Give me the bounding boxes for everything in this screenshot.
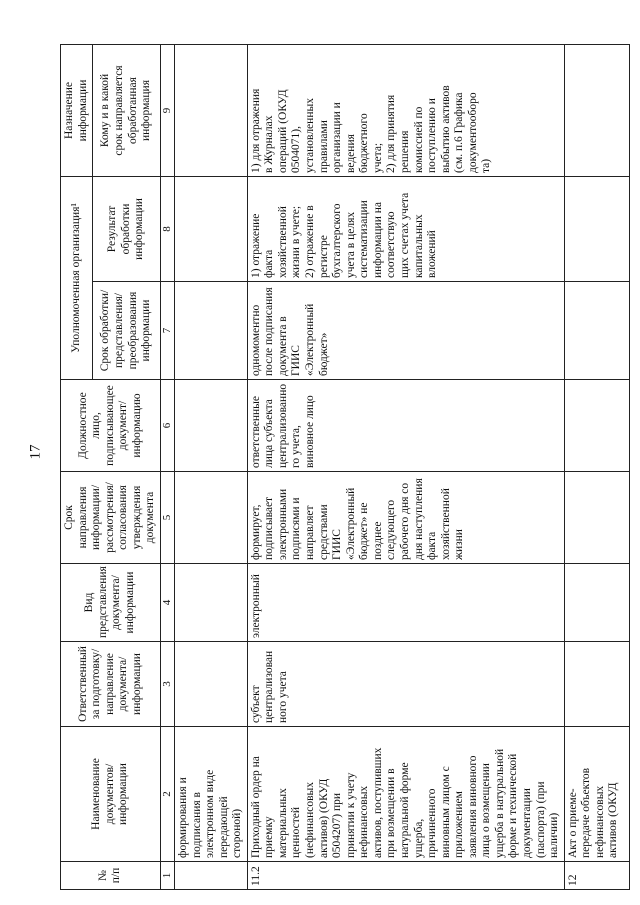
header-authorized-organization: Уполномоченная организация¹ [61, 176, 93, 379]
header-signer: Должностное лицо, подписывающее документ/ информацию [61, 380, 161, 472]
row-number [174, 862, 247, 890]
row-processing-result [174, 176, 247, 281]
row-kind [174, 564, 247, 642]
header-number: № п/п [61, 862, 161, 890]
column-numbers-row [160, 44, 174, 889]
column-number: 3 [160, 642, 174, 727]
header-responsible: Ответственный за подготовку/ направление документа/ информации [61, 642, 161, 727]
row-kind [564, 564, 629, 642]
row-responsible [564, 642, 629, 727]
row-term [174, 472, 247, 564]
table-row [564, 44, 629, 889]
row-destination [564, 44, 629, 176]
row-destination: 1) для отражения в Журналах операций (ОКУД 0504071), установленных правилами организации и ведения бюджетного учета; 2) для принятия решения комиссией по поступлению и выбытию активов (см. п.6 Графика документооборо та) [247, 44, 564, 176]
row-signer [564, 380, 629, 472]
row-destination [174, 44, 247, 176]
column-number: 6 [160, 380, 174, 472]
page-number: 17 [27, 444, 44, 460]
row-responsible: субъект централизован ного учета [247, 642, 564, 727]
column-number: 5 [160, 472, 174, 564]
column-number: 2 [160, 727, 174, 862]
row-signer: ответственные лица субъекта централизованно го учета, виновное лицо [247, 380, 564, 472]
row-document-name: Акт о приеме- передаче объектов нефинансовых активов (ОКУД [564, 727, 629, 862]
row-kind: электронный [247, 564, 564, 642]
row-term [564, 472, 629, 564]
row-term: формирует, подписывает электронными подписями и направляет средствами ГИИС «Электронный бюджет» не позднее следующего рабочего дня со дня наступления факта хозяйственной жизни [247, 472, 564, 564]
row-number: 12 [564, 862, 629, 890]
header-processing-term: Срок обработки/ представления/ преобразования информации [93, 282, 161, 380]
header-kind: Вид представления документа/ информации [61, 564, 161, 642]
document-table-area [60, 45, 620, 890]
header-row-group [61, 44, 93, 889]
header-information-purpose: Назначение информации [61, 44, 93, 176]
document-flow-table [60, 44, 630, 890]
column-number: 8 [160, 176, 174, 281]
column-number: 9 [160, 44, 174, 176]
rotated-landscape-page [60, 45, 620, 890]
table-row [174, 44, 247, 889]
row-number: 11.2 [247, 862, 564, 890]
header-term: Срок направления информации/ рассмотрения/ согласования утверждения документа [61, 472, 161, 564]
header-document-name: Наименование документов/ информации [61, 727, 161, 862]
row-processing-result [564, 176, 629, 281]
row-processing-result: 1) отражение факта хозяйственной жизни в учете; 2) отражение в регистре бухгалтерского учета в целях систематизации информации на соответствую щих счетах учета капитальных вложений [247, 176, 564, 281]
row-processing-term [174, 282, 247, 380]
column-number: 4 [160, 564, 174, 642]
row-document-name: Приходный ордер на приемку материальных ценностей (нефинансовых активов) (ОКУД 0504207) при принятии к учету нефинансовых активов, поступивших при возмещении в натуральной форме ущерба, причиненного виновным лицом с приложением заявления виновного лица о возмещении ущерба в натуральной форме и технической документации (паспорта) (при наличии) [247, 727, 564, 862]
row-processing-term: одномоментно после подписания документа в ГИИС «Электронный бюджет» [247, 282, 564, 380]
header-destination: Кому и в какой срок направляется обработанная информация [93, 44, 161, 176]
row-document-name: формирования и подписания в электронном виде передающей стороной) [174, 727, 247, 862]
row-responsible [174, 642, 247, 727]
column-number: 7 [160, 282, 174, 380]
row-signer [174, 380, 247, 472]
column-number: 1 [160, 862, 174, 890]
header-processing-result: Результат обработки информации [93, 176, 161, 281]
table-row [247, 44, 564, 889]
row-processing-term [564, 282, 629, 380]
